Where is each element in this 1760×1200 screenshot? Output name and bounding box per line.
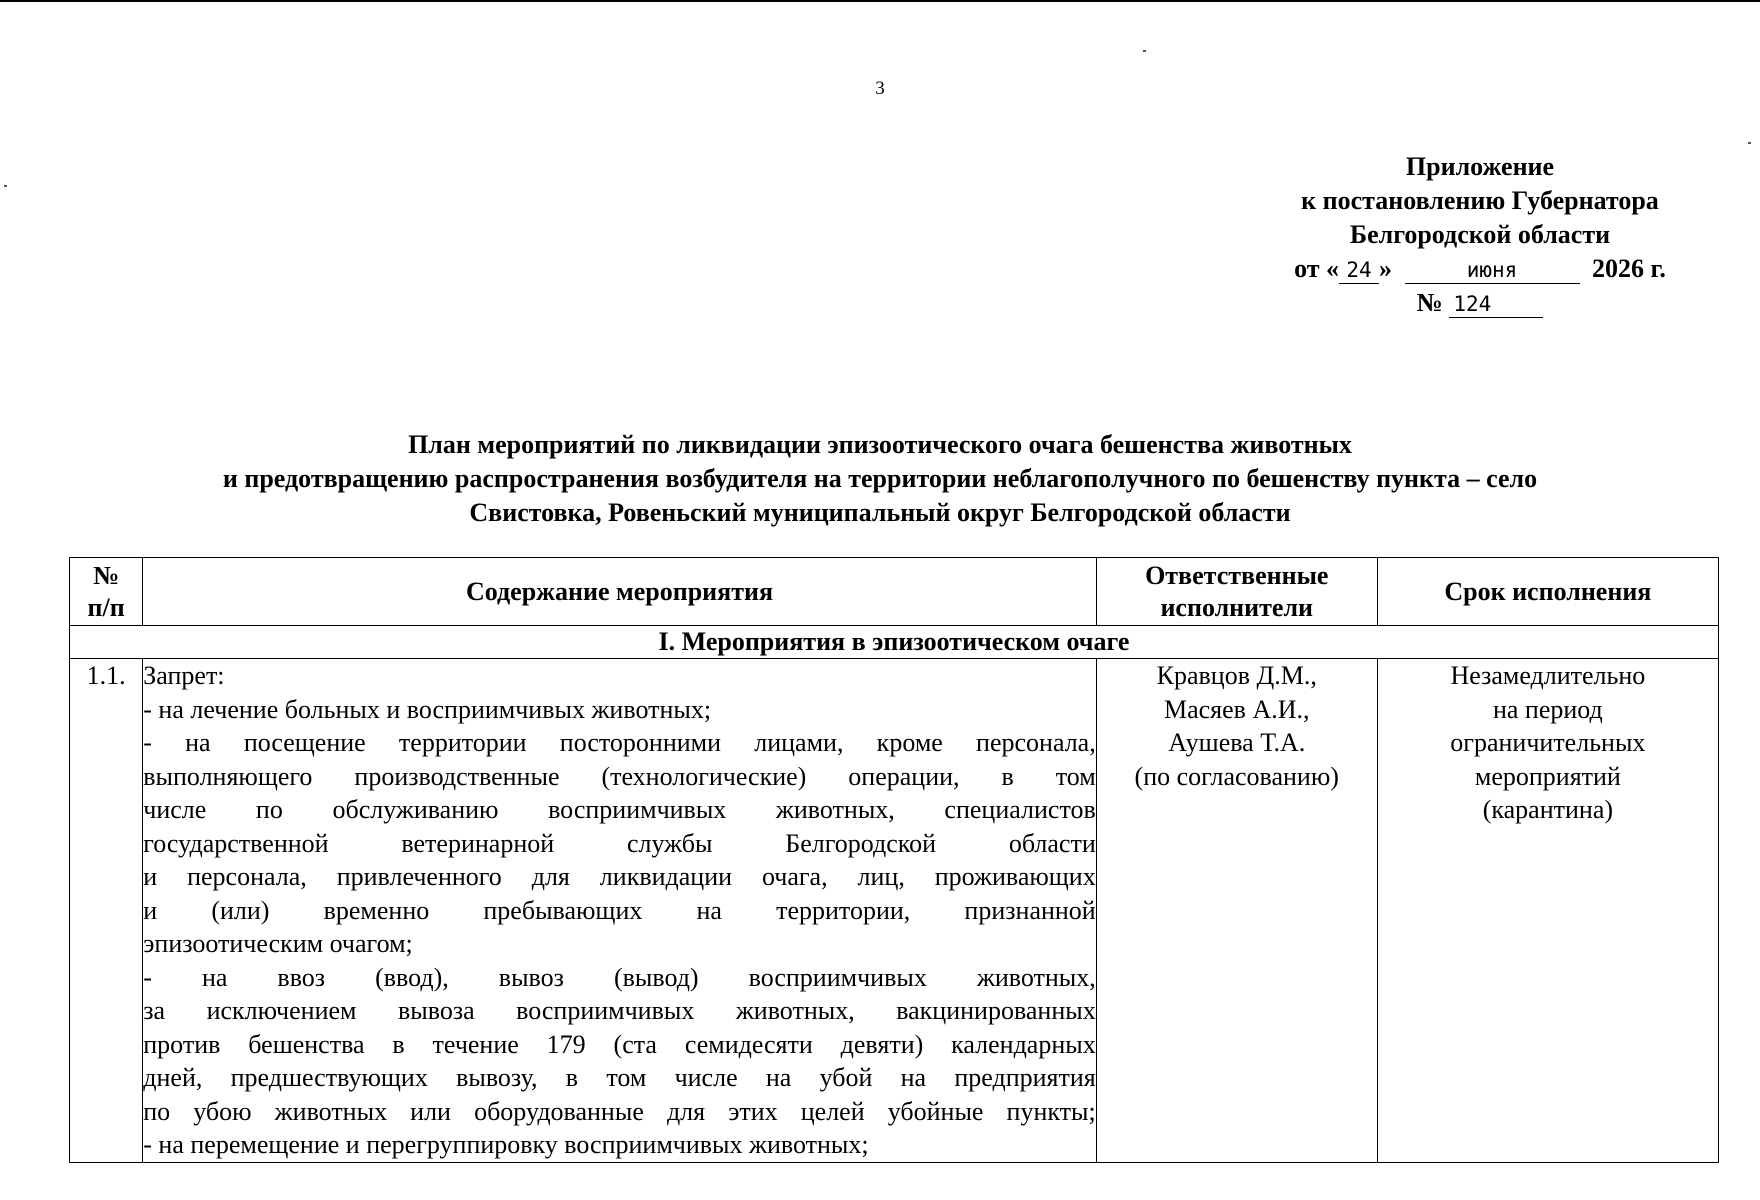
section-title: I. Мероприятия в эпизоотическом очаге <box>70 626 1719 659</box>
deadline-line: (карантина) <box>1482 795 1614 824</box>
date-mid: » <box>1379 254 1393 283</box>
deadline-line: Незамедлительно <box>1450 661 1646 690</box>
content-line: Запрет: <box>143 661 225 690</box>
number-prefix: № <box>1416 288 1443 317</box>
scan-speck <box>1143 50 1146 52</box>
content-line: - на перемещение и перегруппировку восприимчивых животных; <box>143 1130 869 1159</box>
content-line: выполняющего производственные (технологические) операции, в том <box>143 761 1096 791</box>
content-line: эпизоотическим очагом; <box>143 929 413 958</box>
content-line: и (или) временно пребывающих на территории, признанной <box>143 895 1096 925</box>
executor-name: Аушева Т.А. <box>1168 728 1306 757</box>
header-number: № п/п <box>70 558 143 626</box>
row-deadline <box>1377 659 1718 1163</box>
date-month-handwritten: июня <box>1405 257 1580 284</box>
header-deadline: Срок исполнения <box>1377 558 1718 626</box>
executor-name: Масяев А.И., <box>1163 694 1310 724</box>
number-handwritten: 124 <box>1449 291 1543 318</box>
content-line: по убою животных или оборудованные для этих целей убойные пункты; <box>143 1096 1096 1126</box>
appendix-subtitle: к постановлению Губернатора <box>1301 186 1659 215</box>
header-executors: Ответственные исполнители <box>1096 558 1377 626</box>
page-number: 3 <box>875 78 885 99</box>
appendix-number-line <box>1240 286 1720 320</box>
content-line: - на ввоз (ввод), вывоз (вывод) восприимчивых животных, <box>143 962 1096 992</box>
content-line: и персонала, привлеченного для ликвидации очага, лиц, проживающих <box>143 862 1096 891</box>
date-day-handwritten: 24 <box>1339 257 1379 284</box>
executor-name: Кравцов Д.М., <box>1156 661 1317 690</box>
header-content: Содержание мероприятия <box>143 558 1096 626</box>
content-line: за исключением вывоза восприимчивых животных, вакцинированных <box>143 996 1096 1025</box>
row-number: 1.1. <box>70 659 143 1163</box>
row-content <box>143 659 1096 1163</box>
content-line: - на посещение территории посторонними лицами, кроме персонала, <box>143 728 1096 757</box>
deadline-line: ограничительных <box>1450 728 1646 757</box>
deadline-line: мероприятий <box>1474 761 1621 791</box>
title-line-2: и предотвращению распространения возбудителя на территории неблагополучного по бешенству пункта – село <box>222 464 1538 493</box>
appendix-title: Приложение <box>1405 152 1555 181</box>
row-executors <box>1096 659 1377 1163</box>
title-line-1: План мероприятий по ликвидации эпизоотического очага бешенства животных <box>408 430 1352 459</box>
content-line: государственной ветеринарной службы Белгородской области <box>143 828 1096 858</box>
scan-speck <box>1748 142 1751 144</box>
appendix-region: Белгородской области <box>1349 220 1611 249</box>
executor-note: (по согласованию) <box>1134 761 1339 791</box>
deadline-line: на период <box>1492 694 1603 724</box>
date-prefix: от « <box>1294 254 1340 283</box>
appendix-date-line <box>1240 252 1720 286</box>
measures-table <box>69 557 1719 1163</box>
document-title <box>60 428 1700 530</box>
table-header-row <box>70 558 1719 626</box>
top-scan-border <box>0 0 1760 2</box>
title-line-3: Свистовка, Ровеньский муниципальный округ Белгородской области <box>469 498 1291 527</box>
content-line: числе по обслуживанию восприимчивых животных, специалистов <box>143 795 1096 824</box>
content-line: дней, предшествующих вывозу, в том числе на убой на предприятия <box>143 1063 1096 1092</box>
appendix-block <box>1240 150 1720 320</box>
content-line: против бешенства в течение 179 (ста семидесяти девяти) календарных <box>143 1029 1096 1059</box>
table-row <box>70 659 1719 1163</box>
scan-speck <box>4 185 7 187</box>
section-row <box>70 626 1719 659</box>
date-year: 2026 г. <box>1592 254 1666 283</box>
content-line: - на лечение больных и восприимчивых животных; <box>143 694 712 724</box>
